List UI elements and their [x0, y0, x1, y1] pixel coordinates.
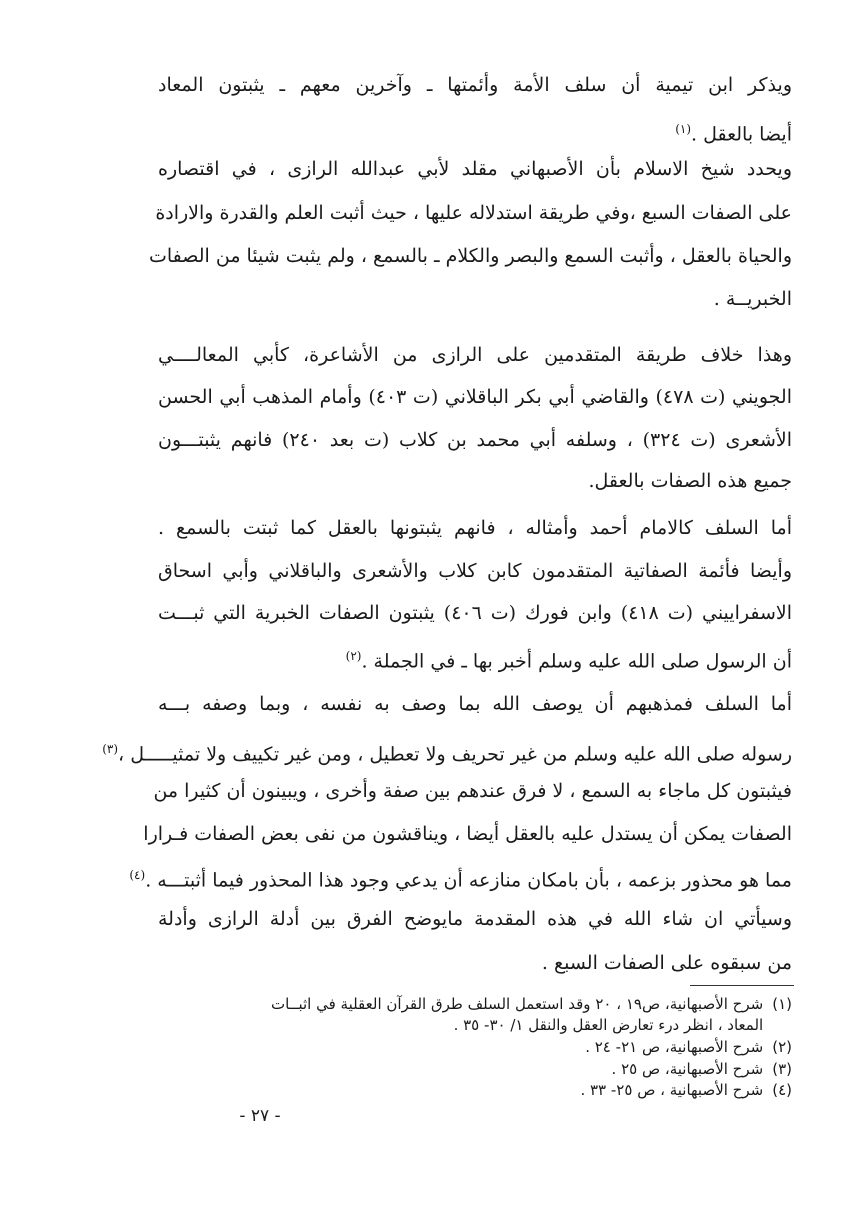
footnote-text: المعاد ، انظر درء تعارض العقل والنقل ١/ ٣٠- ٣٥ .	[453, 1016, 764, 1034]
footnote-number: (٤)	[772, 1081, 792, 1099]
footnote-ref: (١)	[675, 122, 692, 136]
footnote-text: شرح الأصبهانية، ص١٩ ، ٢٠ وقد استعمل السلف طرق القرآن العقلية في اثبــات	[270, 995, 764, 1013]
body-line	[158, 642, 792, 675]
body-line: من سبقوه على الصفات السبع .	[541, 952, 792, 974]
footnote-ref: (٢)	[345, 649, 362, 663]
footnote	[150, 1059, 792, 1079]
page-number: - ٢٧ -	[239, 1106, 281, 1126]
footnote-separator	[690, 985, 794, 986]
body-line: ويذكر ابن تيمية أن سلف الأمة وأئمتها ـ وآخرين معهم ـ يثبتون المعاد	[158, 74, 792, 96]
body-line	[129, 861, 792, 894]
body-line: أما السلف كالامام أحمد وأمثاله ، فانهم يثبتونها بالعقل كما ثبتت بالسمع .	[158, 517, 792, 539]
body-line: وسيأتي ان شاء الله في هذه المقدمة مايوضح الفرق بين أدلة الرازى وأدلة	[158, 908, 792, 930]
body-line	[158, 115, 792, 148]
footnote	[150, 1037, 792, 1057]
body-line: فيثبتون كل ماجاء به السمع ، لا فرق عندهم بين صفة وأخرى ، ويبينون أن كثيرا من	[153, 780, 792, 802]
footnote-ref: (٤)	[129, 868, 146, 882]
footnote-text: شرح الأصبهانية ، ص ٢٥- ٣٣ .	[580, 1081, 764, 1099]
body-line	[102, 735, 792, 768]
footnote-number: (١)	[772, 995, 792, 1013]
body-line: الأشعرى (ت ٣٢٤) ، وسلفه أبي محمد بن كلاب (ت بعد ٢٤٠) فانهم يثبتـــون	[158, 429, 792, 451]
body-line: الجويني (ت ٤٧٨) والقاضي أبي بكر الباقلاني (ت ٤٠٣) وأمام المذهب أبي الحسن	[158, 386, 792, 408]
body-text: أن الرسول صلى الله عليه وسلم أخبر بها ـ في الجملة .	[361, 650, 792, 673]
body-line: على الصفات السبع ،وفي طريقة استدلاله عليها ، حيث أثبت العلم والقدرة والارادة	[155, 202, 792, 224]
body-text: مما هو محذور بزعمه ، بأن بامكان منازعه أن يدعي وجود هذا المحذور فيما أثبتـــه .	[145, 869, 792, 892]
body-line: وهذا خلاف طريقة المتقدمين على الرازى من الأشاعرة، كأبي المعالــــي	[158, 344, 792, 366]
body-line: جميع هذه الصفات بالعقل.	[588, 470, 792, 492]
footnote-text: شرح الأصبهانية، ص ٢٥ .	[611, 1060, 764, 1078]
footnote-ref: (٣)	[102, 742, 119, 756]
footnote-text: شرح الأصبهانية، ص ٢١- ٢٤ .	[585, 1038, 764, 1056]
body-text: رسوله صلى الله عليه وسلم من غير تحريف ولا تعطيل ، ومن غير تكييف ولا تمثيـــــل ،	[118, 743, 792, 766]
body-line: وأيضا فأئمة الصفاتية المتقدمون كابن كلاب والأشعرى والباقلاني وأبي اسحاق	[158, 560, 792, 582]
footnote	[150, 1080, 792, 1100]
body-text: أيضا بالعقل .	[691, 123, 792, 146]
body-line: ويحدد شيخ الاسلام بأن الأصبهاني مقلد لأبي عبدالله الرازى ، في اقتصاره	[158, 158, 792, 180]
footnote-number: (٢)	[772, 1038, 792, 1056]
body-line: الخبريــة .	[713, 288, 792, 310]
body-line: الاسفراييني (ت ٤١٨) وابن فورك (ت ٤٠٦) يثبتون الصفات الخبرية التي ثبـــت	[158, 602, 792, 624]
body-line: والحياة بالعقل ، وأثبت السمع والبصر والكلام ـ بالسمع ، ولم يثبت شيئا من الصفات	[148, 245, 792, 267]
footnote	[150, 1015, 792, 1035]
body-line: أما السلف فمذهبهم أن يوصف الله بما وصف به نفسه ، وبما وصفه بـــه	[158, 693, 792, 715]
body-line: الصفات يمكن أن يستدل عليه بالعقل أيضا ، ويناقشون من نفى بعض الصفات فـرارا	[143, 823, 792, 845]
footnote-number: (٣)	[772, 1060, 792, 1078]
footnote	[150, 994, 792, 1014]
